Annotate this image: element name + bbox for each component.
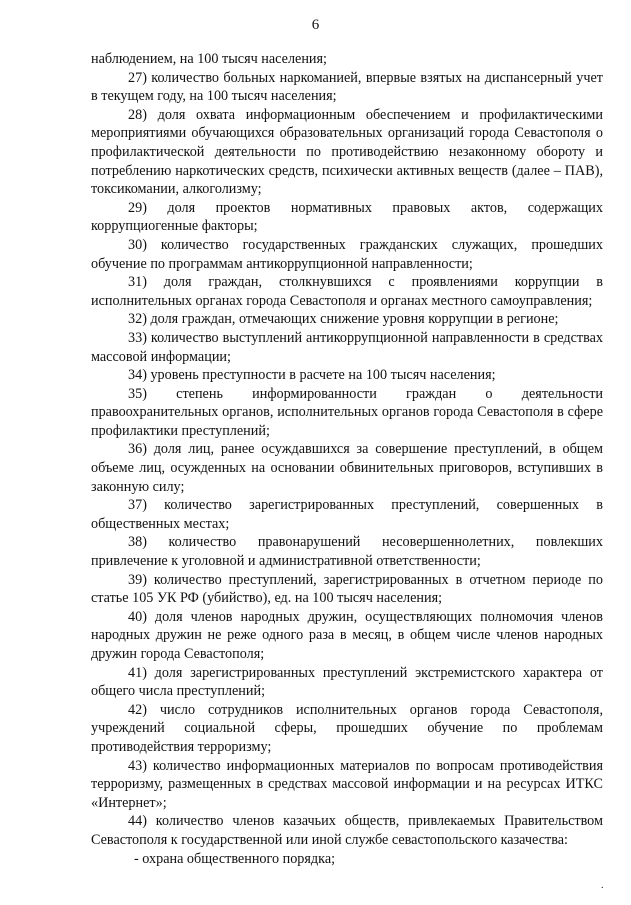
list-item-29: 29) доля проектов нормативных правовых актов, содержащих коррупциогенные факторы; <box>91 199 603 235</box>
list-item-37: 37) количество зарегистрированных преступлений, совершенных в общественных местах; <box>91 497 603 532</box>
list-item-30: 30) количество государственных гражданских служащих, прошедших обучение по программам антикоррупционной направленности; <box>91 236 603 272</box>
list-item-32: 32) доля граждан, отмечающих снижение уровня коррупции в регионе; <box>128 311 559 328</box>
page-number: 6 <box>311 17 320 33</box>
list-item-27: 27) количество больных наркоманией, впервые взятых на диспансерный учет в текущем году, на 100 тысяч населения; <box>91 69 603 105</box>
list-item-43: 43) количество информационных материалов по вопросам противодействия терроризму, размещенных в средствах массовой информации и на ресурсах ИТКС «Интернет»; <box>91 757 603 811</box>
list-item-39: 39) количество преступлений, зарегистрированных в отчетном периоде по статье 105 УК РФ (убийство), ед. на 100 тысяч населения; <box>91 571 603 607</box>
paragraph-continuation: наблюдением, на 100 тысяч населения; <box>91 51 327 67</box>
scan-artifact-dot: . <box>601 880 604 891</box>
list-item-28: 28) доля охвата информационным обеспечением и профилактическими мероприятиями обучающихся образовательных организаций города Севастополя о профилактической деятельности по противодействию незаконному обороту и потреблению наркотических средств, психически активных веществ (далее – ПАВ), токсикомании, алкоголизму; <box>91 106 603 198</box>
list-item-38: 38) количество правонарушений несовершеннолетних, повлекших привлечение к уголовной и административной ответственности; <box>91 534 603 570</box>
list-item-36: 36) доля лиц, ранее осуждавшихся за совершение преступлений, в общем объеме лиц, осужденных на основании обвинительных приговоров, вступивших в законную силу; <box>91 441 603 495</box>
list-item-44: 44) количество членов казачьих обществ, привлекаемых Правительством Севастополя к государственной или иной службе севастопольского казачества: <box>91 813 603 848</box>
list-item-34: 34) уровень преступности в расчете на 100 тысяч населения; <box>128 367 496 384</box>
list-item-31: 31) доля граждан, столкнувшихся с проявлениями коррупции в исполнительных органах города Севастополя и органах местного самоуправления; <box>91 274 603 309</box>
document-body <box>91 50 603 868</box>
list-item-40: 40) доля членов народных дружин, осуществляющих полномочия членов народных дружин не реже одного раза в месяц, в общем числе членов народных дружин города Севастополя; <box>91 608 603 662</box>
list-item-42: 42) число сотрудников исполнительных органов города Севастополя, учреждений социальной сферы, прошедших обучение по проблемам противодействия терроризму; <box>91 701 603 755</box>
list-item-33: 33) количество выступлений антикоррупционной направленности в средствах массовой информации; <box>91 329 603 365</box>
sub-item-public-order: - охрана общественного порядка; <box>134 850 336 867</box>
list-item-41: 41) доля зарегистрированных преступлений экстремистского характера от общего числа преступлений; <box>91 664 603 700</box>
list-item-35: 35) степень информированности граждан о деятельности правоохранительных органов, исполнительных органов города Севастополя в сфере профилактики преступлений; <box>91 385 603 439</box>
